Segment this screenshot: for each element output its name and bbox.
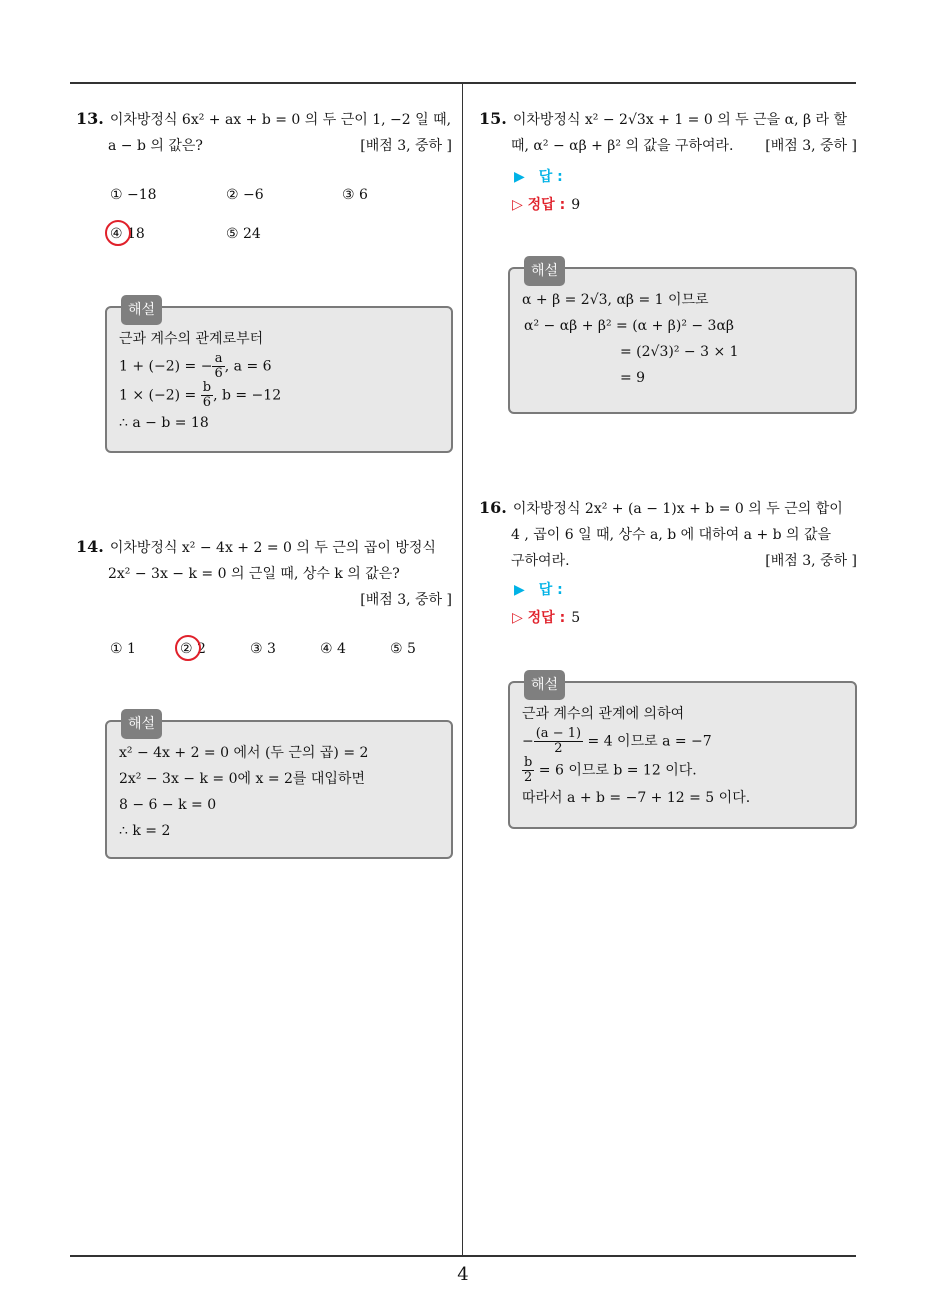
column-divider [462,83,463,1256]
problem-number: 15. [479,109,507,128]
problem-number: 14. [76,537,104,556]
solution-box-15: 해설 α + β = 2√3, αβ = 1 이므로 α² − αβ + β² = (α + β)² − 3αβ = (2√3)² − 3 × 1 = 9 [508,267,857,414]
correct-answer: ▷ 정답 : 9 [512,197,581,213]
solution-badge: 해설 [121,295,162,325]
choice-3[interactable]: ③ 6 [342,187,368,203]
score-meta: [배점 3, 중하 ] [360,138,452,154]
choice-4[interactable]: ④ 4 [320,641,346,657]
solution-box-14: 해설 x² − 4x + 2 = 0 에서 (두 근의 곱) = 2 2x² − 3x − k = 0에 x = 2를 대입하면 8 − 6 − k = 0 ∴ k = 2 [105,720,453,859]
choice-4[interactable]: ④ 18 [110,226,145,242]
question-line: a − b 의 값은? [배점 3, 중하 ] [76,133,452,159]
question-line: 15. 이차방정식 x² − 2√3x + 1 = 0 의 두 근을 α, β 라 할 [479,109,848,128]
play-icon: ▶ [514,169,525,185]
choice-3[interactable]: ③ 3 [250,641,276,657]
answer-field[interactable]: ▶ 답 : [514,582,563,598]
choice-1[interactable]: ① 1 [110,641,136,657]
choice-1[interactable]: ① −18 [110,187,157,203]
solution-box-16: 해설 근과 계수의 관계에 의하여 − $\frac{(a - 1)}{2}$ = 4 이므로 a = −7 $\frac{b}{2}$ = 6 이므로 b = 12 이다. 따라서 a + b = −7 + 12 = 5 이다. [508,681,857,829]
score-meta: [배점 3, 중하 ] [765,553,857,569]
choices-14 [110,641,440,661]
question-line: 때, α² − αβ + β² 의 값을 구하여라. [배점 3, 중하 ] [479,133,857,159]
selected-choice-mark: ② [180,641,193,657]
question-line: 16. 이차방정식 2x² + (a − 1)x + b = 0 의 두 근의 합이 [479,498,843,517]
correct-answer: ▷ 정답 : 5 [512,610,581,626]
choice-5[interactable]: ⑤ 5 [390,641,416,657]
question-line: 4 , 곱이 6 일 때, 상수 a, b 에 대하여 a + b 의 값을 [511,527,832,543]
play-icon: ▶ [514,582,525,598]
choices-13 [110,187,440,247]
solution-badge: 해설 [121,709,162,739]
solution-box-13: 해설 근과 계수의 관계로부터 1 + (−2) = − $\frac{a}{6}$ , a = 6 1 × (−2) = $\frac{b}{6}$ , b = −12 ∴ a − b = 18 [105,306,453,453]
selected-choice-mark: ④ [110,226,123,242]
score-meta: [배점 3, 중하 ] [360,592,452,608]
problem-number: 13. [76,109,104,128]
problem-14 [76,534,452,613]
problem-13 [76,106,452,159]
problem-number: 16. [479,498,507,517]
solution-badge: 해설 [524,670,565,700]
question-line: 구하여라. [배점 3, 중하 ] [479,548,857,574]
question-line: 2x² − 3x − k = 0 의 근일 때, 상수 k 의 값은? [108,566,400,582]
page-number: 4 [457,1264,469,1285]
problem-15 [479,106,857,159]
outline-triangle-icon: ▷ [512,197,523,213]
question-line: 13. 이차방정식 6x² + ax + b = 0 의 두 근이 1, −2 일 때, [76,109,452,128]
top-rule [70,82,856,84]
problem-16 [479,495,857,574]
choice-2[interactable]: ② −6 [226,187,264,203]
answer-field[interactable]: ▶ 답 : [514,169,563,185]
question-line: 14. 이차방정식 x² − 4x + 2 = 0 의 두 근의 곱이 방정식 [76,537,436,556]
solution-badge: 해설 [524,256,565,286]
score-meta: [배점 3, 중하 ] [765,138,857,154]
outline-triangle-icon: ▷ [512,610,523,626]
choice-2[interactable]: ② 2 [180,641,206,657]
bottom-rule [70,1255,856,1257]
choice-5[interactable]: ⑤ 24 [226,226,261,242]
